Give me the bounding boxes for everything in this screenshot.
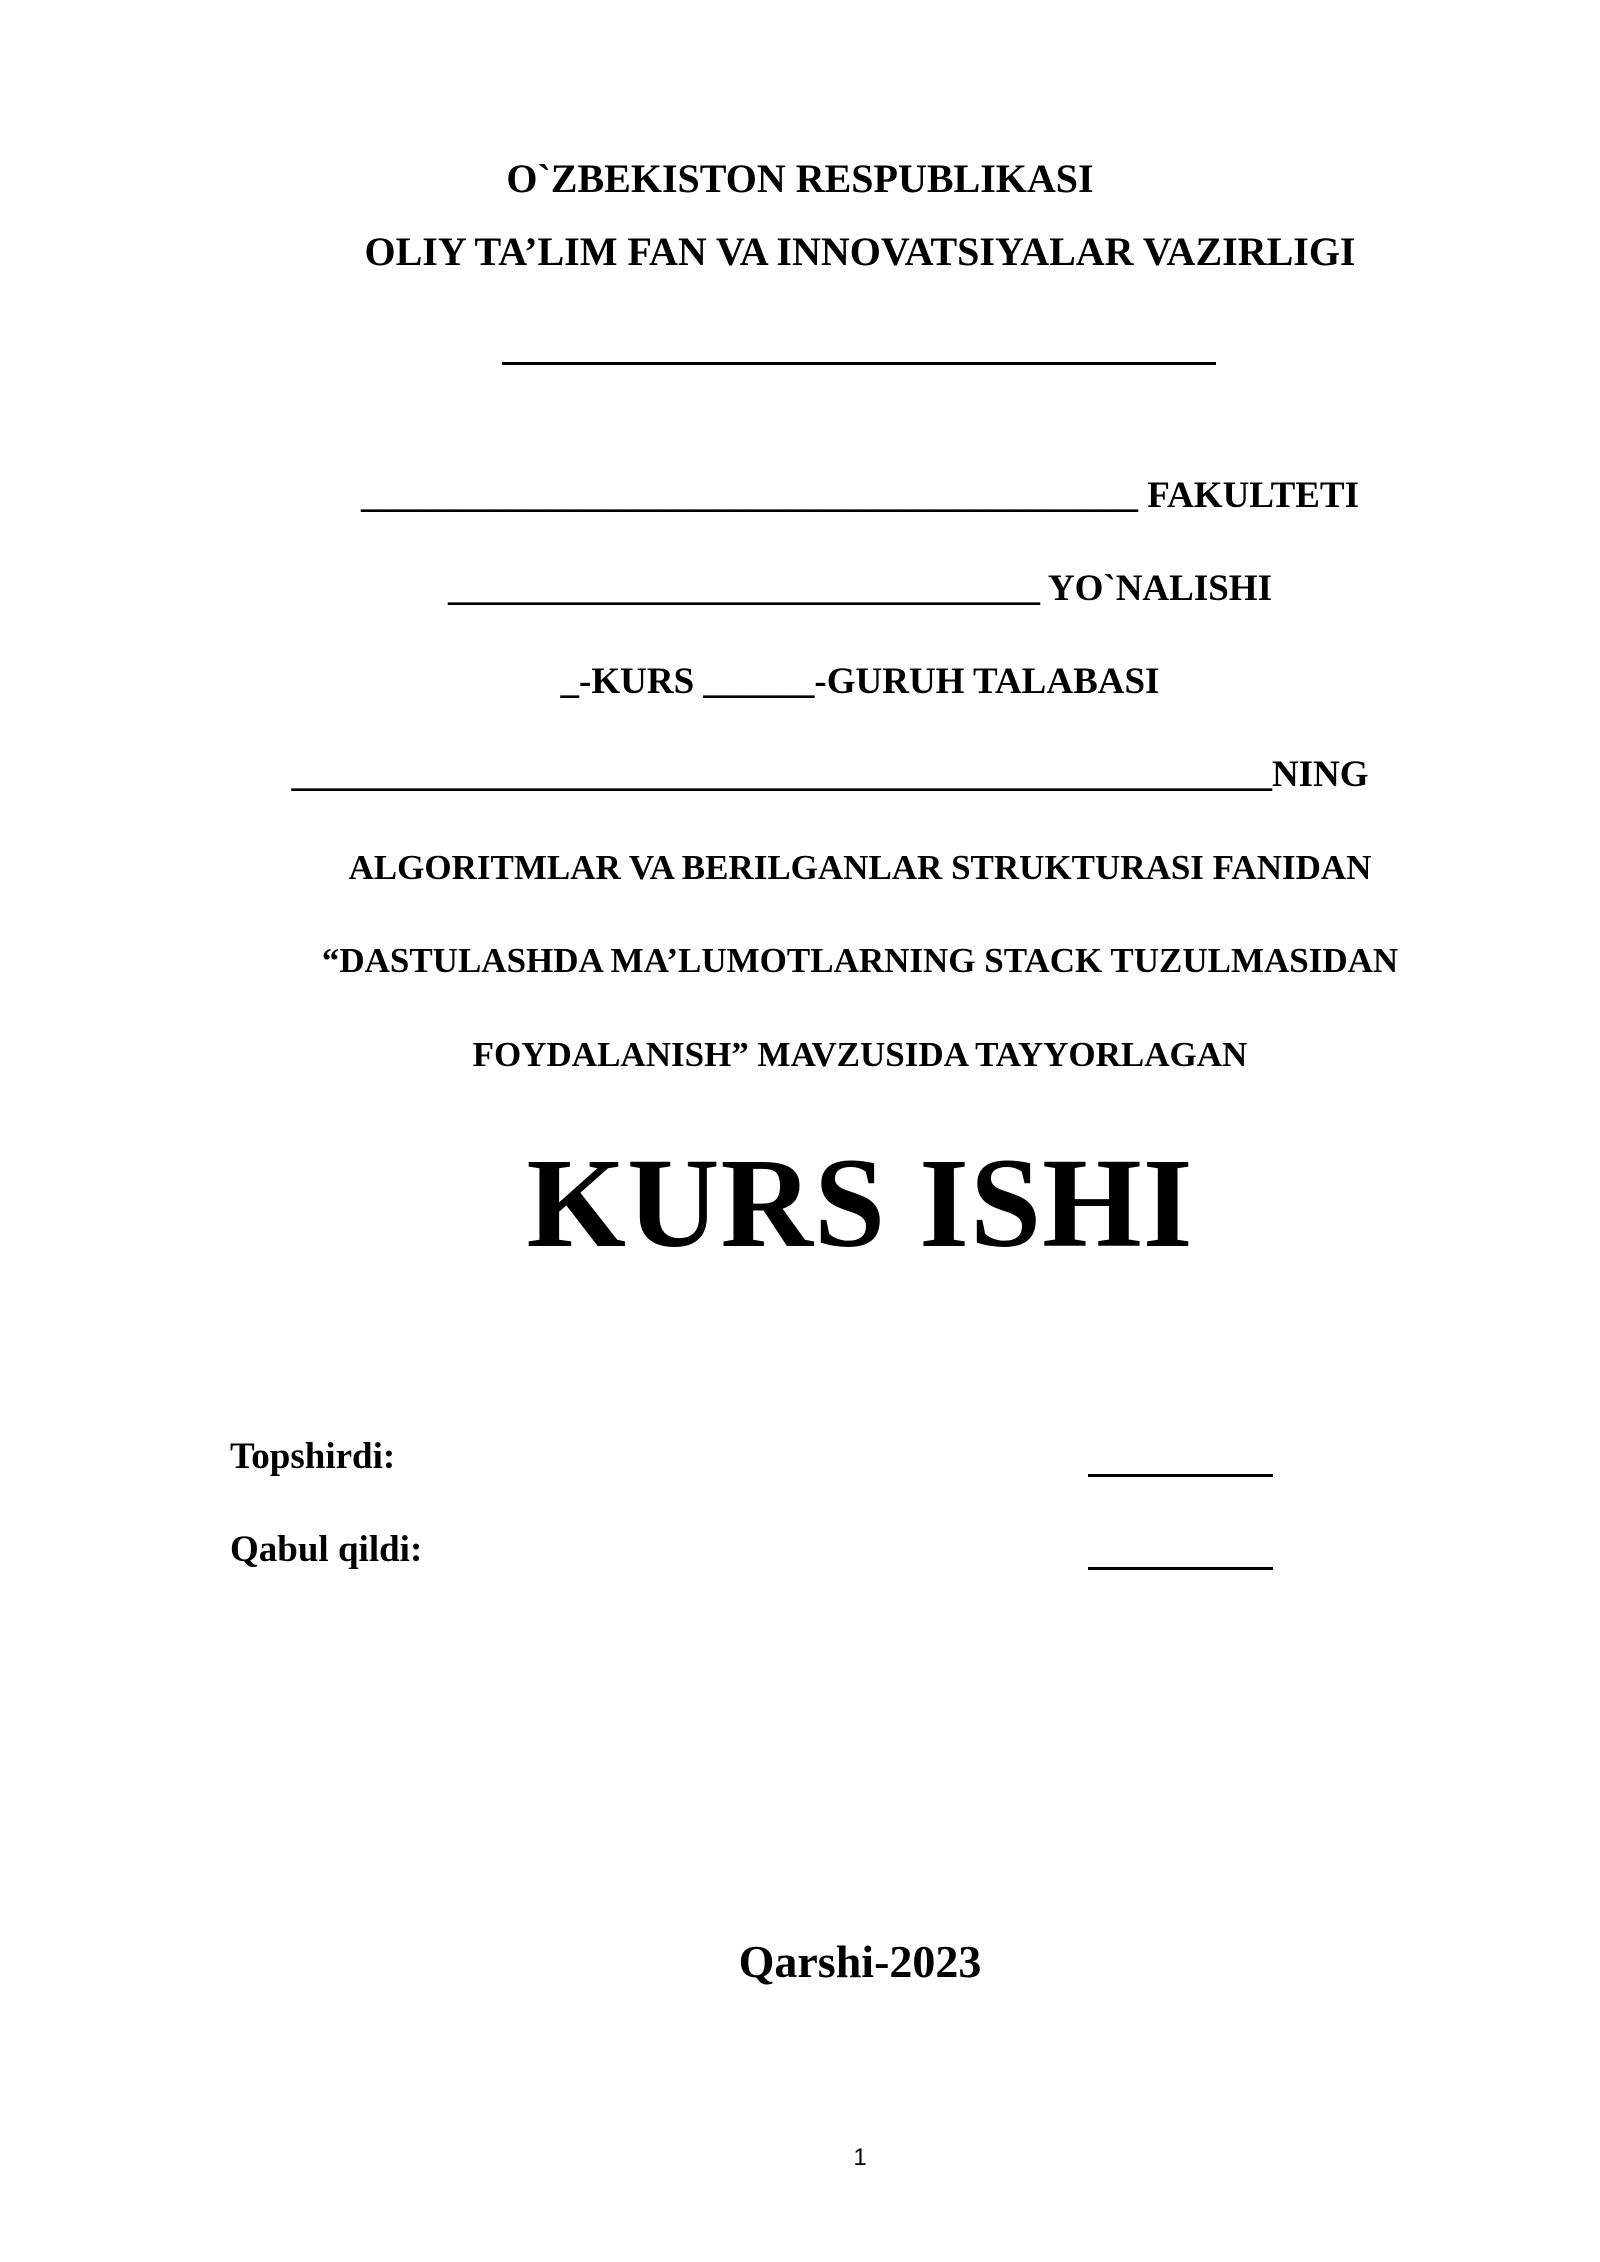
city-year: Qarshi-2023 bbox=[738, 1936, 982, 1987]
document-title: KURS ISHI bbox=[526, 1132, 1194, 1274]
subject-line-2: “DASTULASHDA MA’LUMOTLARNING STACK TUZULMASIDAN bbox=[321, 941, 1399, 980]
subject-line-3: FOYDALANISH” MAVZUSIDA TAYYORLAGAN bbox=[472, 1035, 1248, 1074]
faculty-field: __________________________________________ FAKULTETI bbox=[360, 475, 1360, 516]
student-name-field: _____________________________________________________NING bbox=[291, 754, 1369, 795]
accepted-by-label: Qabul qildi: bbox=[230, 1529, 423, 1570]
submitted-by-signature-line bbox=[1088, 1474, 1273, 1477]
accepted-by-signature-line bbox=[1088, 1567, 1273, 1570]
submitted-by-label: Topshirdi: bbox=[230, 1436, 396, 1477]
ministry-name: OLIY TA’LIM FAN VA INNOVATSIYALAR VAZIRLIGI bbox=[364, 229, 1356, 274]
ministry-country: O`ZBEKISTON RESPUBLIKASI bbox=[506, 156, 1094, 201]
page-number: 1 bbox=[853, 2144, 867, 2171]
institution-blank-line bbox=[502, 362, 1216, 365]
subject-line-1: ALGORITMLAR VA BERILGANLAR STRUKTURASI FANIDAN bbox=[348, 848, 1372, 887]
direction-field: ________________________________ YO`NALISHI bbox=[448, 568, 1272, 609]
course-group-field: _-KURS ______-GURUH TALABASI bbox=[560, 661, 1160, 702]
